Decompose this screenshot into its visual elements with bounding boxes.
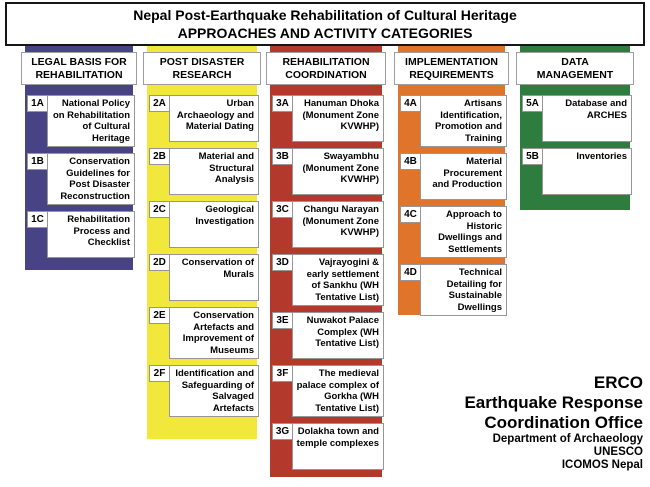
item-text-2E: Conservation Artefacts and Improvement of Museums bbox=[169, 307, 259, 359]
item-3E bbox=[270, 312, 382, 359]
item-3G bbox=[270, 423, 382, 470]
item-text-3G: Dolakha town and temple complexes bbox=[292, 423, 384, 470]
column-implementation-requirements-items bbox=[398, 95, 505, 316]
column-data-management bbox=[520, 46, 630, 195]
item-3D bbox=[270, 254, 382, 306]
title-line-2: APPROACHES AND ACTIVITY CATEGORIES bbox=[177, 25, 473, 41]
item-code-2C: 2C bbox=[149, 201, 170, 218]
item-text-5A: Database and ARCHES bbox=[542, 95, 632, 142]
column-header-legal-basis: LEGAL BASIS FOR REHABILITATION bbox=[21, 52, 137, 85]
column-implementation-requirements bbox=[398, 46, 505, 316]
column-rehabilitation-coordination-items bbox=[270, 95, 382, 470]
footer-acronym: ERCO bbox=[593, 373, 643, 392]
item-code-3E: 3E bbox=[272, 312, 293, 329]
item-5B bbox=[520, 148, 630, 195]
item-text-3B: Swayambhu (Monument Zone KVWHP) bbox=[292, 148, 384, 195]
item-text-3E: Nuwakot Palace Complex (WH Tentative List) bbox=[292, 312, 384, 359]
column-post-disaster-research-items bbox=[147, 95, 257, 417]
item-code-5B: 5B bbox=[522, 148, 543, 165]
item-code-1A: 1A bbox=[27, 95, 48, 112]
item-code-4C: 4C bbox=[400, 206, 421, 223]
footer-org-icomos: ICOMOS Nepal bbox=[561, 459, 643, 471]
column-header-data-management: DATA MANAGEMENT bbox=[516, 52, 634, 85]
item-3F bbox=[270, 365, 382, 417]
item-1B bbox=[25, 153, 133, 205]
item-code-3G: 3G bbox=[272, 423, 293, 440]
item-text-3A: Hanuman Dhoka (Monument Zone KVWHP) bbox=[292, 95, 384, 142]
item-1C bbox=[25, 211, 133, 258]
item-text-2D: Conservation of Murals bbox=[169, 254, 259, 301]
title-line-1: Nepal Post-Earthquake Rehabilitation of Cultural Heritage bbox=[133, 7, 517, 23]
item-text-4B: Material Procurement and Production bbox=[420, 153, 507, 200]
item-3C bbox=[270, 201, 382, 248]
item-2B bbox=[147, 148, 257, 195]
diagram-title bbox=[5, 2, 645, 46]
column-header-implementation-requirements: IMPLEMENTATION REQUIREMENTS bbox=[394, 52, 509, 85]
item-text-1B: Conservation Guidelines for Post Disaster Reconstruction bbox=[47, 153, 135, 205]
item-code-1B: 1B bbox=[27, 153, 48, 170]
item-code-3B: 3B bbox=[272, 148, 293, 165]
column-header-post-disaster-research: POST DISASTER RESEARCH bbox=[143, 52, 261, 85]
item-code-4A: 4A bbox=[400, 95, 421, 112]
item-text-4D: Technical Detailing for Sustainable Dwellings bbox=[420, 264, 507, 316]
item-2E bbox=[147, 307, 257, 359]
item-text-2A: Urban Archaeology and Material Dating bbox=[169, 95, 259, 142]
item-text-2F: Identification and Safeguarding of Salvaged Artefacts bbox=[169, 365, 259, 417]
footer-org-unesco: UNESCO bbox=[593, 446, 643, 458]
item-text-4C: Approach to Historic Dwellings and Settlements bbox=[420, 206, 507, 258]
item-text-4A: Artisans Identification, Promotion and Training bbox=[420, 95, 507, 147]
item-code-4D: 4D bbox=[400, 264, 421, 281]
item-4D bbox=[398, 264, 505, 316]
footer-office-line-1: Earthquake Response bbox=[464, 393, 643, 412]
column-post-disaster-research bbox=[147, 46, 257, 417]
item-3A bbox=[270, 95, 382, 142]
item-code-3A: 3A bbox=[272, 95, 293, 112]
item-code-3C: 3C bbox=[272, 201, 293, 218]
item-code-5A: 5A bbox=[522, 95, 543, 112]
item-text-3F: The medieval palace complex of Gorkha (WH Tentative List) bbox=[292, 365, 384, 417]
item-2F bbox=[147, 365, 257, 417]
column-header-rehabilitation-coordination: REHABILITATION COORDINATION bbox=[266, 52, 386, 85]
item-code-2B: 2B bbox=[149, 148, 170, 165]
column-legal-basis bbox=[25, 46, 133, 258]
item-text-3C: Changu Narayan (Monument Zone KVWHP) bbox=[292, 201, 384, 248]
item-text-1C: Rehabilitation Process and Checklist bbox=[47, 211, 135, 258]
column-legal-basis-items bbox=[25, 95, 133, 258]
item-4B bbox=[398, 153, 505, 200]
item-code-2D: 2D bbox=[149, 254, 170, 271]
column-rehabilitation-coordination bbox=[270, 46, 382, 470]
item-text-5B: Inventories bbox=[542, 148, 632, 195]
item-text-2B: Material and Structural Analysis bbox=[169, 148, 259, 195]
item-2A bbox=[147, 95, 257, 142]
footer-credits bbox=[464, 373, 643, 472]
item-text-1A: National Policy on Rehabilitation of Cultural Heritage bbox=[47, 95, 135, 147]
item-code-2E: 2E bbox=[149, 307, 170, 324]
footer-org-doa: Department of Archaeology bbox=[492, 433, 643, 445]
item-code-3D: 3D bbox=[272, 254, 293, 271]
item-code-1C: 1C bbox=[27, 211, 48, 228]
item-4A bbox=[398, 95, 505, 147]
item-code-3F: 3F bbox=[272, 365, 293, 382]
item-2D bbox=[147, 254, 257, 301]
item-2C bbox=[147, 201, 257, 248]
item-code-4B: 4B bbox=[400, 153, 421, 170]
item-code-2A: 2A bbox=[149, 95, 170, 112]
item-4C bbox=[398, 206, 505, 258]
item-1A bbox=[25, 95, 133, 147]
item-text-2C: Geological Investigation bbox=[169, 201, 259, 248]
item-5A bbox=[520, 95, 630, 142]
item-3B bbox=[270, 148, 382, 195]
item-text-3D: Vajrayogini & early settlement of Sankhu (WH Tentative List) bbox=[292, 254, 384, 306]
item-code-2F: 2F bbox=[149, 365, 170, 382]
footer-office-line-2: Coordination Office bbox=[484, 413, 643, 432]
column-data-management-items bbox=[520, 95, 630, 195]
